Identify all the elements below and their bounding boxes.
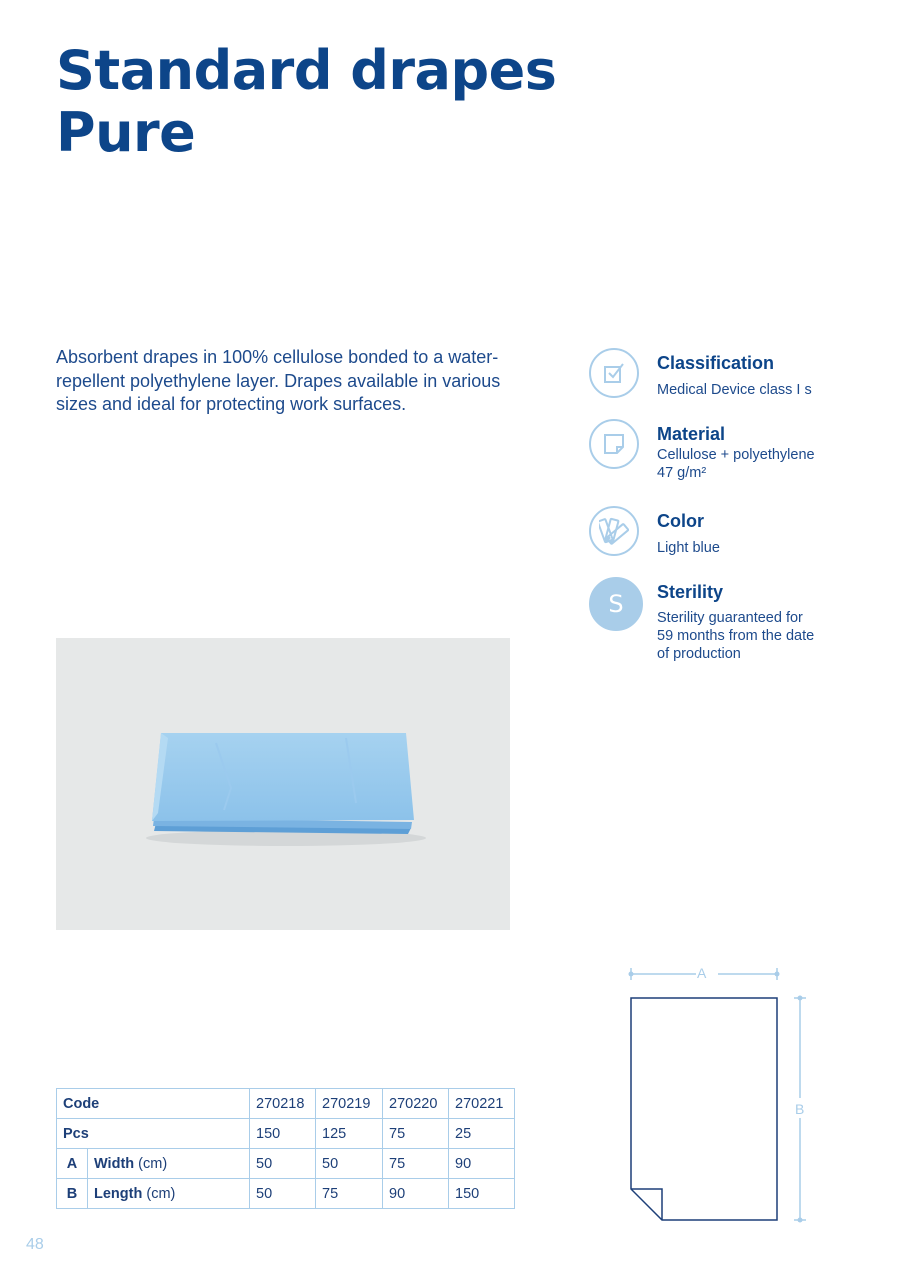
spec-value-line: of production (657, 646, 741, 662)
table-cell: 270220 (383, 1089, 449, 1119)
title-line-1: Standard drapes (56, 39, 557, 102)
spec-value-line: Sterility guaranteed for (657, 610, 803, 626)
spec-value-line: 59 months from the date (657, 628, 815, 644)
length-unit: (cm) (146, 1185, 176, 1202)
table-cell: 50 (316, 1149, 383, 1179)
table-cell: 75 (383, 1149, 449, 1179)
dimension-label-b: B (795, 1101, 805, 1117)
table-cell: 90 (449, 1149, 515, 1179)
table-header (88, 1179, 250, 1209)
table-header: Code (57, 1089, 250, 1119)
folded-drape-image (56, 638, 510, 930)
table-cell: 25 (449, 1119, 515, 1149)
page-number: 48 (26, 1236, 44, 1253)
color-swatch-icon (589, 506, 639, 556)
spec-heading: Material (657, 424, 726, 444)
spec-value (657, 446, 857, 482)
spec-value (657, 381, 857, 399)
table-cell: 90 (383, 1179, 449, 1209)
table-cell: 125 (316, 1119, 383, 1149)
dimension-letter: B (57, 1179, 88, 1209)
length-label: Length (94, 1185, 143, 1202)
table-cell: 270221 (449, 1089, 515, 1119)
sterility-icon (589, 577, 643, 631)
spec-value (657, 609, 857, 663)
spec-value (657, 539, 857, 557)
table-header: Pcs (57, 1119, 250, 1149)
spec-value-line: Light blue (657, 540, 720, 556)
spec-heading: Color (657, 511, 704, 531)
width-unit: (cm) (138, 1155, 168, 1172)
table-cell: 50 (250, 1149, 316, 1179)
dimension-diagram (620, 960, 820, 1235)
title-line-2: Pure (56, 101, 196, 164)
page-title (56, 40, 556, 164)
dimension-label-a: A (697, 965, 707, 981)
sheet-icon (589, 419, 639, 469)
width-label: Width (94, 1155, 135, 1172)
spec-heading: Classification (657, 353, 775, 373)
table-cell: 75 (316, 1179, 383, 1209)
table-header (88, 1149, 250, 1179)
table-cell: 75 (383, 1119, 449, 1149)
table-cell: 150 (250, 1119, 316, 1149)
checkbox-icon (589, 348, 639, 398)
table-cell: 270219 (316, 1089, 383, 1119)
table-cell: 50 (250, 1179, 316, 1209)
spec-value-line: 47 g/m² (657, 465, 707, 481)
spec-value-line: Medical Device class I s (657, 382, 812, 398)
spec-value-line: Cellulose + polyethylene (657, 447, 815, 463)
table-cell: 270218 (250, 1089, 316, 1119)
spec-heading: Sterility (657, 582, 724, 602)
table-row (57, 1089, 515, 1119)
table-row (57, 1179, 515, 1209)
product-spec-table (56, 1088, 515, 1209)
table-row (57, 1149, 515, 1179)
product-description: Absorbent drapes in 100% cellulose bonded to a water-repellent polyethylene layer. Drapes available in various sizes and ideal for protecting work surfaces. (56, 347, 501, 414)
table-row (57, 1119, 515, 1149)
product-photo (56, 638, 510, 930)
table-cell: 150 (449, 1179, 515, 1209)
dimension-letter: A (57, 1149, 88, 1179)
spec-sterility (589, 577, 869, 667)
spec-material (589, 419, 869, 509)
sterility-letter: S (608, 590, 624, 618)
